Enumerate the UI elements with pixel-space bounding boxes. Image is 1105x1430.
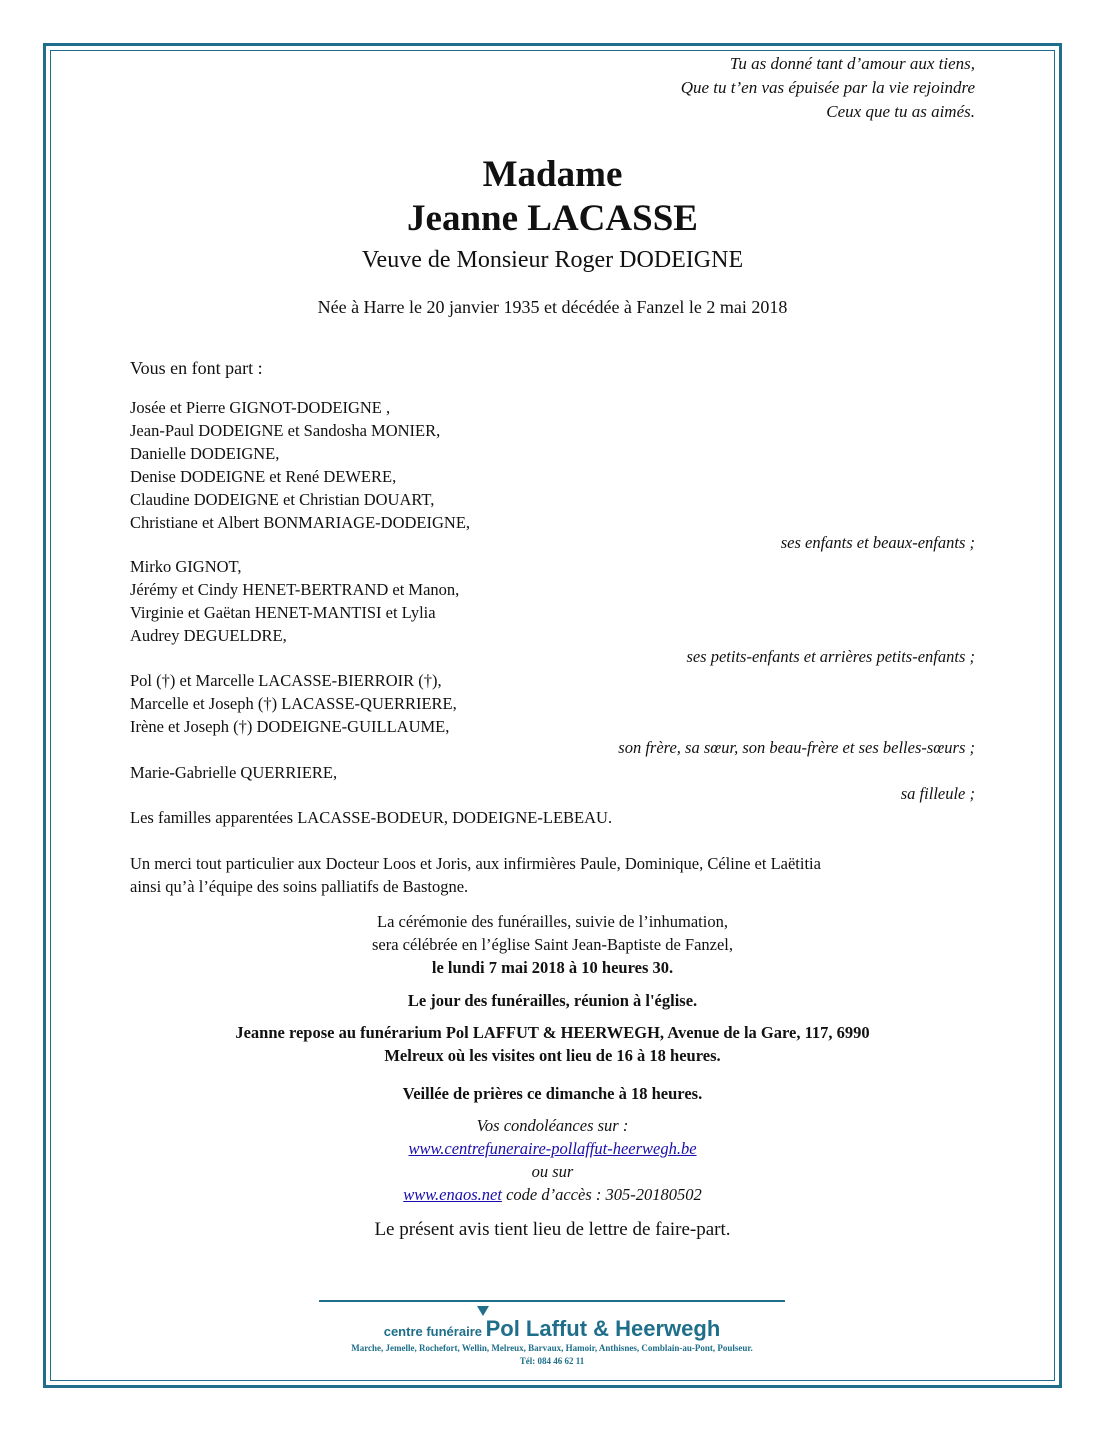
list-item: Mirko GIGNOT, — [130, 557, 242, 576]
thanks-line: ainsi qu’à l’équipe des soins palliatifs de Bastogne. — [130, 877, 469, 896]
group-caption: ses enfants et beaux-enfants ; — [780, 533, 975, 552]
deceased-name: Jeanne LACASSE — [407, 198, 698, 239]
thanks-line: Un merci tout particulier aux Docteur Loos et Joris, aux infirmières Paule, Dominique, Céline et Laëtitia — [130, 854, 821, 873]
poem-line: Ceux que tu as aimés. — [826, 102, 975, 121]
list-item: Josée et Pierre GIGNOT-DODEIGNE , — [130, 398, 391, 417]
list-item: Jean-Paul DODEIGNE et Sandosha MONIER, — [130, 421, 441, 440]
list-item: Marcelle et Joseph (†) LACASSE-QUERRIERE, — [130, 694, 457, 713]
list-item: Christiane et Albert BONMARIAGE-DODEIGNE, — [130, 513, 471, 532]
condolences-link-row — [0, 1137, 1105, 1160]
closing-note: Le présent avis tient lieu de lettre de faire-part. — [374, 1219, 731, 1240]
ceremony-date: le lundi 7 mai 2018 à 10 heures 30. — [431, 958, 674, 977]
siblings-list — [130, 669, 457, 738]
enaos-link[interactable]: www.enaos.net — [403, 1185, 502, 1204]
widow-of: Veuve de Monsieur Roger DODEIGNE — [361, 247, 744, 273]
group-caption: sa filleule ; — [900, 784, 975, 803]
repose-line: Jeanne repose au funérarium Pol LAFFUT & HEERWEGH, Avenue de la Gare, 117, 6990 — [235, 1023, 870, 1042]
list-item: Pol (†) et Marcelle LACASSE-BIERROIR (†), — [130, 671, 442, 690]
thanks-paragraph — [130, 852, 821, 898]
funeral-home-logo — [319, 1316, 785, 1342]
group-caption: ses petits-enfants et arrières petits-enfants ; — [686, 647, 975, 666]
condolences-intro: Vos condoléances sur : — [476, 1116, 629, 1135]
access-code: code d’accès : 305-20180502 — [501, 1185, 702, 1204]
families-line: Les familles apparentées LACASSE-BODEUR, DODEIGNE-LEBEAU. — [130, 808, 613, 827]
ceremony-line: sera célébrée en l’église Saint Jean-Baptiste de Fanzel, — [371, 935, 733, 954]
group-caption: son frère, sa sœur, son beau-frère et ses belles-sœurs ; — [618, 738, 975, 757]
list-item: Danielle DODEIGNE, — [130, 444, 280, 463]
honorific: Madame — [482, 154, 623, 195]
vigil-note: Veillée de prières ce dimanche à 18 heures. — [402, 1084, 703, 1103]
list-item: Irène et Joseph (†) DODEIGNE-GUILLAUME, — [130, 717, 450, 736]
children-list — [130, 396, 470, 534]
logo-phone: Tél: 084 46 62 11 — [519, 1356, 585, 1366]
birth-death-dates: Née à Harre le 20 janvier 1935 et décédée à Fanzel le 2 mai 2018 — [317, 297, 788, 317]
list-item: Jérémy et Cindy HENET-BERTRAND et Manon, — [130, 580, 460, 599]
announcement-intro: Vous en font part : — [130, 358, 263, 378]
condolences-or: ou sur — [531, 1162, 574, 1181]
poem-line: Tu as donné tant d’amour aux tiens, — [729, 54, 975, 73]
condolences-link[interactable]: www.centrefuneraire-pollaffut-heerwegh.be — [408, 1139, 697, 1158]
list-item: Claudine DODEIGNE et Christian DOUART, — [130, 490, 435, 509]
enaos-row — [0, 1183, 1105, 1206]
poem — [681, 52, 975, 124]
poem-line: Que tu t’en vas épuisée par la vie rejoindre — [680, 78, 975, 97]
list-item: Marie-Gabrielle QUERRIERE, — [130, 763, 338, 782]
logo-divider — [319, 1300, 785, 1302]
list-item: Denise DODEIGNE et René DEWERE, — [130, 467, 397, 486]
logo-triangle-icon — [477, 1306, 489, 1316]
logo-name: Pol Laffut & Heerwegh — [485, 1316, 721, 1341]
list-item: Virginie et Gaëtan HENET-MANTISI et Lylia — [130, 603, 436, 622]
repose-line: Melreux où les visites ont lieu de 16 à 18 heures. — [384, 1046, 721, 1065]
meeting-note: Le jour des funérailles, réunion à l'église. — [407, 991, 698, 1010]
list-item: Audrey DEGUELDRE, — [130, 626, 287, 645]
logo-prefix: centre funéraire — [383, 1324, 486, 1339]
logo-towns: Marche, Jemelle, Rochefort, Wellin, Melreux, Barvaux, Hamoir, Anthisnes, Comblain-au-Pont, Poulseur. — [351, 1343, 753, 1353]
ceremony-line: La cérémonie des funérailles, suivie de l’inhumation, — [377, 912, 728, 931]
grandchildren-list — [130, 555, 459, 647]
